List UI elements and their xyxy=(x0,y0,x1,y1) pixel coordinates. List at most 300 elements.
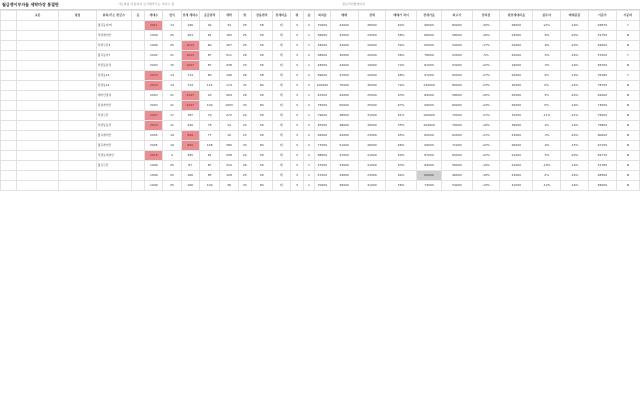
cell-c1[interactable]: 3 xyxy=(290,181,303,191)
cell-x[interactable]: 73000 xyxy=(588,101,616,111)
cell-p3[interactable]: 28000 xyxy=(358,21,386,31)
column-header[interactable]: 공급면적 xyxy=(199,11,220,21)
cell-x[interactable]: 75800 xyxy=(588,121,616,131)
cell-n1[interactable]: 25 xyxy=(163,41,181,51)
cell-p2[interactable]: 42000 xyxy=(330,91,358,101)
column-header[interactable]: 동 xyxy=(131,11,144,21)
column-header[interactable]: 전세가율 xyxy=(416,11,441,21)
cell-n3[interactable]: 80 xyxy=(199,71,220,81)
table-row[interactable] xyxy=(1,101,640,111)
cell-v1[interactable]: 66000 xyxy=(416,31,441,41)
cell-n4[interactable]: 511 xyxy=(220,51,238,61)
cell-x[interactable]: 48300 xyxy=(588,171,616,181)
cell-p1[interactable]: 58000 xyxy=(314,51,330,61)
cell-p3[interactable]: 25000 xyxy=(358,91,386,101)
cell-p1[interactable]: 54000 xyxy=(314,41,330,51)
cell-v3[interactable]: 23000 xyxy=(500,131,533,141)
cell-addr[interactable] xyxy=(131,51,144,61)
cell-n6[interactable]: 84 xyxy=(251,81,272,91)
cell-r2[interactable]: -22% xyxy=(472,151,500,161)
cell-c1[interactable]: 3 xyxy=(290,141,303,151)
cell-v2[interactable]: 70000 xyxy=(442,111,472,121)
cell-addr[interactable] xyxy=(131,101,144,111)
cell-p2[interactable]: 39000 xyxy=(330,181,358,191)
cell-v3[interactable]: 25000 xyxy=(500,91,533,101)
cell-n4[interactable]: 174 xyxy=(220,81,238,91)
cell-year[interactable]: 2013 xyxy=(145,121,163,131)
cell-g[interactable]: 계 xyxy=(272,41,290,51)
cell-x[interactable]: 76180 xyxy=(588,71,616,81)
cell-n4[interactable]: 210 xyxy=(220,161,238,171)
cell-area[interactable] xyxy=(16,171,58,181)
column-header[interactable]: 교통 xyxy=(16,11,58,21)
cell-addr[interactable] xyxy=(131,111,144,121)
cell-addr[interactable] xyxy=(131,181,144,191)
cell-p3[interactable]: 25000 xyxy=(358,101,386,111)
cell-year[interactable]: 2014 xyxy=(145,71,163,81)
cell-r3[interactable]: 12% xyxy=(533,21,561,31)
cell-name[interactable]: 석관래미안 xyxy=(96,31,131,41)
cell-d[interactable]: -16% xyxy=(561,181,589,191)
cell-n2[interactable]: 166 xyxy=(181,181,199,191)
cell-g[interactable]: 계 xyxy=(272,151,290,161)
cell-p2[interactable]: 32000 xyxy=(330,31,358,41)
cell-r3[interactable]: -9% xyxy=(533,141,561,151)
cell-name[interactable] xyxy=(96,181,131,191)
cell-c1[interactable]: 3 xyxy=(290,111,303,121)
column-header[interactable]: 전용면적 xyxy=(251,11,272,21)
cell-n2[interactable]: 453 xyxy=(181,31,199,41)
cell-n6[interactable]: 59 xyxy=(251,51,272,61)
cell-p1[interactable]: 68000 xyxy=(314,151,330,161)
cell-n1[interactable]: 25 xyxy=(163,161,181,171)
cell-p1[interactable]: 57000 xyxy=(314,171,330,181)
column-header[interactable]: 매매증감 xyxy=(561,11,589,21)
column-header[interactable]: 실투자 xyxy=(533,11,561,21)
cell-c2[interactable]: 1 xyxy=(304,31,315,41)
cell-n5[interactable]: 26 xyxy=(238,91,251,101)
cell-n5[interactable]: 33 xyxy=(238,181,251,191)
cell-p3[interactable]: 23000 xyxy=(358,31,386,41)
cell-addr[interactable] xyxy=(131,21,144,31)
cell-name[interactable]: 장위래미안 xyxy=(96,101,131,111)
cell-year[interactable]: 2003 xyxy=(145,101,163,111)
cell-c2[interactable]: 2 xyxy=(304,81,315,91)
cell-p2[interactable]: 70000 xyxy=(330,81,358,91)
cell-area[interactable] xyxy=(16,91,58,101)
cell-n2[interactable]: 87 xyxy=(181,161,199,171)
cell-r1[interactable]: 68% xyxy=(386,71,416,81)
cell-route[interactable] xyxy=(59,21,97,31)
cell-year[interactable]: 2003 xyxy=(145,91,163,101)
cell-p3[interactable]: 31000 xyxy=(358,111,386,121)
cell-addr[interactable] xyxy=(131,171,144,181)
cell-c2[interactable]: 2 xyxy=(304,21,315,31)
table-row[interactable] xyxy=(1,21,640,31)
cell-r3[interactable]: -11% xyxy=(533,111,561,121)
cell-v1[interactable]: 64000 xyxy=(416,161,441,171)
cell-addr[interactable] xyxy=(131,91,144,101)
cell-v1[interactable]: 104000 xyxy=(416,121,441,131)
cell-n3[interactable]: 115 xyxy=(199,81,220,91)
cell-n6[interactable]: 59 xyxy=(251,161,272,171)
cell-n3[interactable]: 85 xyxy=(199,171,220,181)
cell-route[interactable] xyxy=(59,121,97,131)
cell-r3[interactable]: 1% xyxy=(533,121,561,131)
cell-v1[interactable]: 97000 xyxy=(416,71,441,81)
spreadsheet[interactable] xyxy=(0,10,640,416)
cell-area[interactable] xyxy=(16,81,58,91)
cell-v2[interactable]: 60000 xyxy=(442,101,472,111)
cell-route[interactable] xyxy=(59,81,97,91)
cell-year[interactable]: 2007 xyxy=(145,111,163,121)
cell-v1[interactable]: 87000 xyxy=(416,151,441,161)
cell-n1[interactable]: 14 xyxy=(163,81,181,91)
cell-addr[interactable] xyxy=(131,121,144,131)
cell-p3[interactable]: 39000 xyxy=(358,121,386,131)
cell-c1[interactable]: 3 xyxy=(290,151,303,161)
cell-r1[interactable]: 55% xyxy=(386,121,416,131)
cell-v2[interactable]: 65000 xyxy=(442,151,472,161)
cell-area[interactable] xyxy=(16,111,58,121)
table-row[interactable] xyxy=(1,161,640,171)
cell-v2[interactable]: 60000 xyxy=(442,71,472,81)
cell-r3[interactable]: -5% xyxy=(533,151,561,161)
cell-p2[interactable]: 42000 xyxy=(330,21,358,31)
cell-g[interactable]: 계 xyxy=(272,21,290,31)
table-row[interactable] xyxy=(1,131,640,141)
cell-n2[interactable]: 1023 xyxy=(181,41,199,51)
cell-n3[interactable]: 87 xyxy=(199,61,220,71)
cell-n1[interactable]: 19 xyxy=(163,141,181,151)
cell-v2[interactable]: 46000 xyxy=(442,171,472,181)
cell-p1[interactable]: 56000 xyxy=(314,31,330,41)
cell-n4[interactable]: 264 xyxy=(220,91,238,101)
cell-n5[interactable]: 24 xyxy=(238,151,251,161)
cell-d[interactable]: -19% xyxy=(561,61,589,71)
cell-g[interactable]: 계 xyxy=(272,121,290,131)
cell-p2[interactable]: 44000 xyxy=(330,61,358,71)
table-row[interactable] xyxy=(1,61,640,71)
cell-year[interactable]: 1999 xyxy=(145,31,163,41)
cell-c2[interactable]: 2 xyxy=(304,71,315,81)
cell-n1[interactable]: 25 xyxy=(163,171,181,181)
cell-n3[interactable]: 81 xyxy=(199,31,220,41)
cell-g[interactable]: 계 xyxy=(272,171,290,181)
cell-n5[interactable]: 33 xyxy=(238,101,251,111)
cell-r3[interactable]: -19% xyxy=(533,161,561,171)
cell-r3[interactable]: 0% xyxy=(533,101,561,111)
cell-d[interactable]: -21% xyxy=(561,111,589,121)
cell-addr[interactable] xyxy=(131,151,144,161)
cell-y[interactable]: N xyxy=(616,151,639,161)
cell-x[interactable]: 67150 xyxy=(588,141,616,151)
cell-route[interactable] xyxy=(59,71,97,81)
column-header[interactable]: 최고가 xyxy=(442,11,472,21)
cell-p3[interactable]: 19000 xyxy=(358,61,386,71)
cell-n3[interactable]: 92 xyxy=(199,21,220,31)
cell-r2[interactable]: -20% xyxy=(472,91,500,101)
cell-p2[interactable]: 30000 xyxy=(330,51,358,61)
cell-n5[interactable]: 25 xyxy=(238,31,251,41)
cell-route[interactable] xyxy=(59,161,97,171)
cell-v3[interactable]: 22000 xyxy=(500,51,533,61)
cell-g[interactable]: 계 xyxy=(272,61,290,71)
cell-n2[interactable]: 395 xyxy=(181,151,199,161)
cell-name[interactable]: 래미안장위 xyxy=(96,91,131,101)
cell-d[interactable]: -20% xyxy=(561,41,589,51)
table-row[interactable] xyxy=(1,141,640,151)
cell-g[interactable]: 계 xyxy=(272,161,290,171)
cell-r1[interactable]: 70% xyxy=(386,61,416,71)
cell-n4[interactable]: 19 xyxy=(220,131,238,141)
cell-g[interactable]: 계 xyxy=(272,31,290,41)
cell-r1[interactable]: 70% xyxy=(386,81,416,91)
cell-area[interactable] xyxy=(16,71,58,81)
cell-n5[interactable]: 32 xyxy=(238,81,251,91)
cell-year[interactable]: 1999 xyxy=(145,181,163,191)
cell-c1[interactable]: 3 xyxy=(290,61,303,71)
cell-c2[interactable]: 1 xyxy=(304,181,315,191)
cell-g[interactable]: 계 xyxy=(272,111,290,121)
cell-g[interactable]: 계 xyxy=(272,71,290,81)
cell-c1[interactable]: 3 xyxy=(290,131,303,141)
cell-n3[interactable]: 81 xyxy=(199,151,220,161)
cell-area[interactable] xyxy=(16,61,58,71)
cell-area[interactable] xyxy=(16,161,58,171)
cell-p1[interactable]: 77000 xyxy=(314,141,330,151)
cell-n4[interactable]: 272 xyxy=(220,111,238,121)
cell-v2[interactable]: 76000 xyxy=(442,121,472,131)
cell-r2[interactable]: -23% xyxy=(472,81,500,91)
cell-n1[interactable]: 15 xyxy=(163,61,181,71)
cell-n6[interactable]: 84 xyxy=(251,181,272,191)
cell-v3[interactable]: 23000 xyxy=(500,171,533,181)
cell-n2[interactable]: 2197 xyxy=(181,91,199,101)
cell-d[interactable]: -19% xyxy=(561,21,589,31)
cell-r2[interactable]: -5% xyxy=(472,51,500,61)
cell-d[interactable]: -15% xyxy=(561,141,589,151)
cell-n6[interactable]: 59 xyxy=(251,111,272,121)
cell-addr[interactable] xyxy=(131,61,144,71)
cell-v1[interactable]: 81000 xyxy=(416,61,441,71)
cell-route[interactable] xyxy=(59,61,97,71)
cell-c2[interactable]: 2 xyxy=(304,151,315,161)
column-header[interactable]: 세대수 xyxy=(145,11,163,21)
cell-area[interactable] xyxy=(16,21,58,31)
cell-n3[interactable]: 80 xyxy=(199,41,220,51)
table-row[interactable] xyxy=(1,181,640,191)
cell-r2[interactable]: -24% xyxy=(472,101,500,111)
cell-v1[interactable]: 100000 xyxy=(416,111,441,121)
cell-n2[interactable]: 714 xyxy=(181,81,199,91)
cell-name[interactable]: 석관동래미안 xyxy=(96,151,131,161)
cell-area[interactable] xyxy=(16,101,58,111)
cell-c1[interactable]: 3 xyxy=(290,171,303,181)
cell-addr[interactable] xyxy=(131,161,144,171)
table-row[interactable] xyxy=(1,111,640,121)
cell-r3[interactable]: -5% xyxy=(533,51,561,61)
cell-area[interactable] xyxy=(16,131,58,141)
cell-n5[interactable]: 23 xyxy=(238,121,251,131)
cell-x[interactable]: 78750 xyxy=(588,81,616,91)
cell-r3[interactable]: 3% xyxy=(533,91,561,101)
cell-p2[interactable]: 48000 xyxy=(330,121,358,131)
cell-n2[interactable]: 440 xyxy=(181,121,199,131)
cell-year[interactable]: 2003 xyxy=(145,61,163,71)
cell-d[interactable]: -20% xyxy=(561,91,589,101)
cell-g[interactable]: 계 xyxy=(272,91,290,101)
cell-v2[interactable]: 54000 xyxy=(442,41,472,51)
cell-y[interactable]: Y xyxy=(616,51,639,61)
cell-c1[interactable]: 3 xyxy=(290,41,303,51)
cell-n4[interactable]: 34 xyxy=(220,21,238,31)
cell-r3[interactable]: -6% xyxy=(533,41,561,51)
column-header[interactable]: 방 xyxy=(238,11,251,21)
cell-c1[interactable]: 3 xyxy=(290,121,303,131)
cell-c2[interactable]: 1 xyxy=(304,161,315,171)
cell-route[interactable] xyxy=(59,151,97,161)
cell-p1[interactable]: 100000 xyxy=(314,81,330,91)
cell-name[interactable]: 월곡동아7 xyxy=(96,51,131,61)
column-header[interactable]: 기준비 xyxy=(616,11,639,21)
cell-n6[interactable]: 59 xyxy=(251,121,272,131)
cell-n4[interactable]: 182 xyxy=(220,31,238,41)
cell-r2[interactable]: -16% xyxy=(472,31,500,41)
cell-n5[interactable]: 25 xyxy=(238,21,251,31)
cell-v1[interactable]: 78000 xyxy=(416,51,441,61)
cell-p3[interactable]: 22000 xyxy=(358,51,386,61)
cell-year[interactable]: 2002 xyxy=(145,51,163,61)
cell-r2[interactable]: -18% xyxy=(472,171,500,181)
cell-r2[interactable]: -21% xyxy=(472,131,500,141)
cell-v1[interactable]: 65000 xyxy=(416,41,441,51)
cell-d[interactable]: -16% xyxy=(561,171,589,181)
cell-n1[interactable]: 17 xyxy=(163,111,181,121)
cell-n6[interactable]: 59 xyxy=(251,41,272,51)
cell-x[interactable]: 94870 xyxy=(588,21,616,31)
cell-n3[interactable]: 87 xyxy=(199,51,220,61)
cell-v3[interactable]: 30000 xyxy=(500,81,533,91)
cell-c2[interactable]: 1 xyxy=(304,91,315,101)
cell-v2[interactable]: 58000 xyxy=(442,91,472,101)
cell-g[interactable]: 계 xyxy=(272,141,290,151)
cell-addr[interactable] xyxy=(131,81,144,91)
cell-p2[interactable]: 51000 xyxy=(330,141,358,151)
cell-r1[interactable]: 66% xyxy=(386,141,416,151)
cell-r3[interactable]: 0% xyxy=(533,81,561,91)
cell-v1[interactable]: 62000 xyxy=(416,171,441,181)
table-row[interactable] xyxy=(1,71,640,81)
cell-n6[interactable]: 58 xyxy=(251,71,272,81)
column-header[interactable]: 층 xyxy=(304,11,315,21)
cell-x[interactable]: 56700 xyxy=(588,61,616,71)
cell-name[interactable]: 월곡두산 xyxy=(96,161,131,171)
column-header[interactable]: 전세 세대수 xyxy=(181,11,199,21)
cell-p1[interactable]: 70000 xyxy=(314,181,330,191)
cell-n6[interactable]: 59 xyxy=(251,31,272,41)
cell-r1[interactable]: 58% xyxy=(386,31,416,41)
cell-v3[interactable]: 21000 xyxy=(500,151,533,161)
cell-n3[interactable]: 79 xyxy=(199,111,220,121)
cell-r2[interactable]: -22% xyxy=(472,61,500,71)
cell-n1[interactable]: 21 xyxy=(163,51,181,61)
cell-n4[interactable]: 208 xyxy=(220,151,238,161)
cell-p1[interactable]: 67000 xyxy=(314,91,330,101)
cell-n4[interactable]: 196 xyxy=(220,71,238,81)
cell-p1[interactable]: 57000 xyxy=(314,161,330,171)
cell-n3[interactable]: 76 xyxy=(199,121,220,131)
cell-v3[interactable]: 21000 xyxy=(500,161,533,171)
column-header[interactable]: 전세비율 xyxy=(272,11,290,21)
cell-area[interactable] xyxy=(16,181,58,191)
cell-y[interactable]: N xyxy=(616,61,639,71)
cell-r3[interactable]: 4% xyxy=(533,71,561,81)
cell-v3[interactable]: 23000 xyxy=(500,31,533,41)
cell-d[interactable]: -20% xyxy=(561,131,589,141)
cell-route[interactable] xyxy=(59,91,97,101)
cell-n4[interactable]: 407 xyxy=(220,41,238,51)
cell-name[interactable] xyxy=(96,171,131,181)
cell-p1[interactable]: 63000 xyxy=(314,61,330,71)
cell-r2[interactable]: -22% xyxy=(472,141,500,151)
cell-x[interactable]: 49500 xyxy=(588,41,616,51)
cell-p3[interactable]: 26000 xyxy=(358,141,386,151)
cell-n5[interactable]: 25 xyxy=(238,41,251,51)
cell-v2[interactable]: 80000 xyxy=(442,81,472,91)
cell-g[interactable]: 계 xyxy=(272,131,290,141)
cell-addr[interactable] xyxy=(131,71,144,81)
cell-n4[interactable]: 1093 xyxy=(220,101,238,111)
cell-name[interactable]: 월곡래미안 xyxy=(96,141,131,151)
cell-n6[interactable]: 59 xyxy=(251,131,272,141)
cell-n6[interactable]: 59 xyxy=(251,151,272,161)
cell-r2[interactable]: -17% xyxy=(472,41,500,51)
cell-p3[interactable]: 22000 xyxy=(358,41,386,51)
cell-p3[interactable]: 21000 xyxy=(358,151,386,161)
cell-n3[interactable]: 109 xyxy=(199,101,220,111)
cell-d[interactable]: -19% xyxy=(561,101,589,111)
cell-c1[interactable]: 3 xyxy=(290,101,303,111)
column-header[interactable]: 기준가 xyxy=(588,11,616,21)
cell-c2[interactable]: 1 xyxy=(304,61,315,71)
cell-x[interactable]: 60000 xyxy=(588,131,616,141)
cell-c1[interactable]: 3 xyxy=(290,71,303,81)
cell-route[interactable] xyxy=(59,31,97,41)
cell-n1[interactable]: 9 xyxy=(163,151,181,161)
cell-n5[interactable]: 23 xyxy=(238,131,251,141)
cell-c2[interactable]: 1 xyxy=(304,171,315,181)
column-header[interactable]: 전세 xyxy=(358,11,386,21)
cell-n4[interactable]: 280 xyxy=(220,141,238,151)
cell-year[interactable]: 1999 xyxy=(145,41,163,51)
cell-n6[interactable]: 84 xyxy=(251,101,272,111)
table-row[interactable] xyxy=(1,31,640,41)
cell-r1[interactable]: 60% xyxy=(386,21,416,31)
cell-v3[interactable]: 28000 xyxy=(500,21,533,31)
cell-year[interactable]: 2013 xyxy=(145,81,163,91)
cell-r2[interactable]: -19% xyxy=(472,181,500,191)
column-header[interactable]: 명칭 xyxy=(59,11,97,21)
cell-area[interactable] xyxy=(16,121,58,131)
cell-d[interactable]: -19% xyxy=(561,71,589,81)
cell-n6[interactable]: 59 xyxy=(251,61,272,71)
cell-n6[interactable]: 59 xyxy=(251,91,272,101)
cell-n6[interactable]: 59 xyxy=(251,171,272,181)
cell-c2[interactable]: 2 xyxy=(304,51,315,61)
cell-v2[interactable]: 52000 xyxy=(442,51,472,61)
cell-v3[interactable]: 25000 xyxy=(500,101,533,111)
